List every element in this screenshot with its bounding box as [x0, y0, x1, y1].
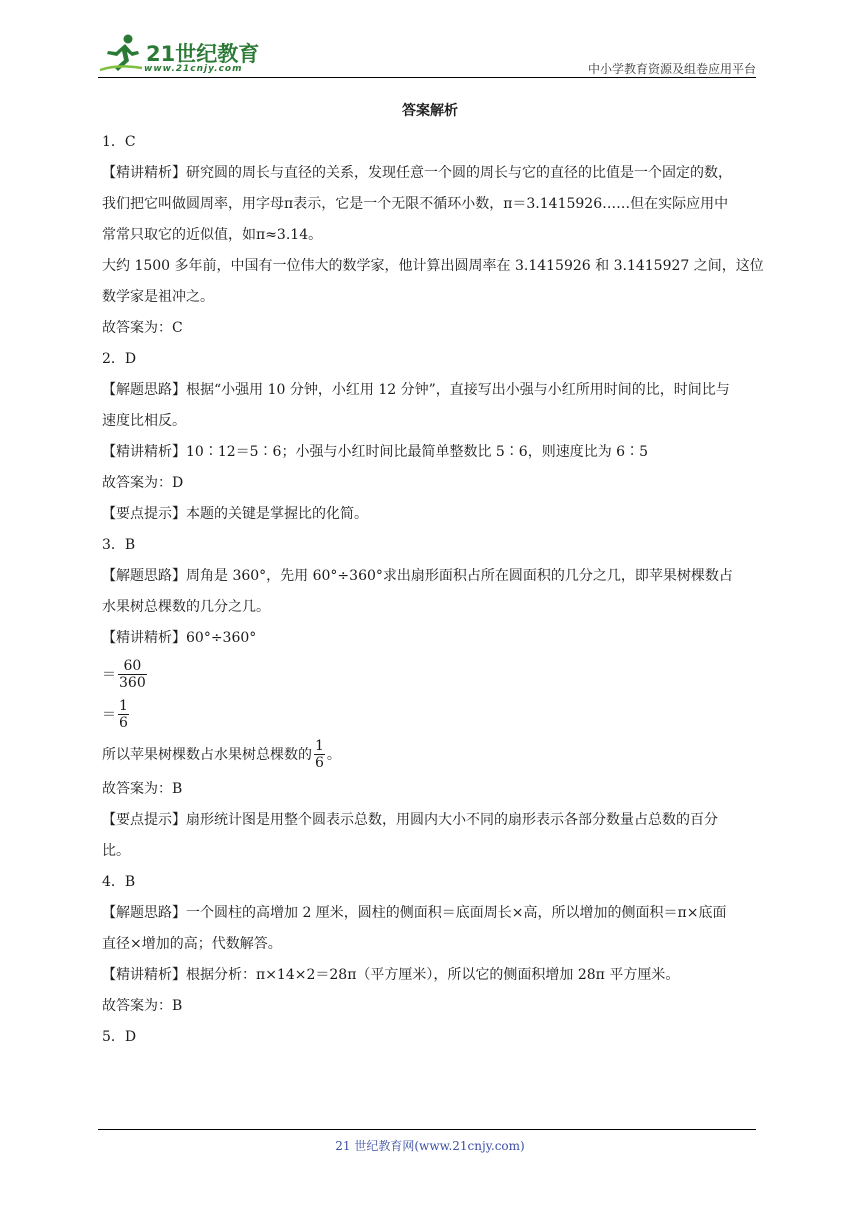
fraction [118, 658, 147, 691]
fraction-numerator: 60 [118, 658, 147, 675]
conclusion-text: 所以苹果树棵数占水果树总棵数的 [102, 747, 312, 763]
equals-sign: ＝ [102, 707, 116, 723]
fraction-denominator: 360 [119, 674, 146, 691]
fraction-numerator: 1 [119, 697, 128, 714]
header-tagline: 中小学教育资源及组卷应用平台 [587, 62, 756, 76]
text-line: 2．D [102, 351, 137, 367]
fraction-numerator: 1 [315, 737, 324, 754]
runner-logo-icon [98, 32, 144, 76]
text-line: 数学家是祖冲之。 [102, 289, 214, 305]
text-line: 3．B [102, 537, 136, 553]
text-line: 常常只取它的近似值，如π≈3.14。 [102, 227, 323, 243]
text-line: 大约 1500 多年前，中国有一位伟大的数学家，他计算出圆周率在 3.1415926 和 3.1415927 之间，这位 [102, 258, 764, 274]
answer-content [102, 127, 762, 1053]
page-footer: 21 世纪教育网(www.21cnjy.com) [335, 1139, 525, 1153]
text-line: 【解题思路】周角是 360°，先用 60°÷360°求出扇形面积占所在圆面积的几分之几，即苹果树棵数占 [102, 568, 733, 584]
fraction-denominator: 6 [119, 714, 128, 731]
text-line: 故答案为：C [102, 320, 183, 336]
text-line: 故答案为：B [102, 998, 183, 1014]
text-line: 【解题思路】根据“小强用 10 分钟，小红用 12 分钟”，直接写出小强与小红所用时间的比，时间比与 [102, 382, 730, 398]
text-line: 我们把它叫做圆周率，用字母π表示，它是一个无限不循环小数，π＝3.1415926……但在实际应用中 [102, 196, 729, 212]
equation-line [102, 694, 762, 734]
text-line: 5．D [102, 1029, 137, 1045]
text-line: 【要点提示】本题的关键是掌握比的化简。 [102, 506, 368, 522]
text-line: 4．B [102, 874, 136, 890]
text-line: 【精讲精析】60°÷360° [102, 630, 257, 646]
text-line: 【精讲精析】根据分析：π×14×2＝28π（平方厘米），所以它的侧面积增加 28π 平方厘米。 [102, 967, 680, 983]
text-line: 直径×增加的高；代数解答。 [102, 936, 282, 952]
text-line: 故答案为：B [102, 781, 183, 797]
period: 。 [326, 747, 341, 763]
fraction-denominator: 6 [315, 754, 324, 771]
text-line: 1．C [102, 134, 136, 150]
text-line: 【解题思路】一个圆柱的高增加 2 厘米，圆柱的侧面积＝底面周长×高，所以增加的侧面积＝π×底面 [102, 905, 727, 921]
logo-text: 21世纪教育 [146, 42, 260, 66]
text-line: 【精讲精析】研究圆的周长与直径的关系，发现任意一个圆的周长与它的直径的比值是一个固定的数， [102, 165, 732, 181]
footer-rule [98, 1129, 756, 1130]
logo-url: www.21cnjy.com [144, 64, 243, 74]
text-line: 比。 [102, 843, 130, 859]
fraction [314, 738, 325, 771]
page-header [98, 30, 756, 78]
text-line: 【精讲精析】10∶12＝5∶6；小强与小红时间比最简单整数比 5∶6，则速度比为 6∶5 [102, 444, 648, 460]
text-line: 故答案为：D [102, 475, 184, 491]
text-line: 速度比相反。 [102, 413, 186, 429]
fraction [118, 698, 129, 731]
equation-line [102, 654, 762, 694]
text-line: 【要点提示】扇形统计图是用整个圆表示总数，用圆内大小不同的扇形表示各部分数量占总数的百分 [102, 812, 718, 828]
text-line: 水果树总棵数的几分之几。 [102, 599, 270, 615]
conclusion-line [102, 734, 762, 774]
logo [98, 32, 258, 78]
equals-sign: ＝ [102, 667, 116, 683]
page-title: 答案解析 [402, 103, 458, 119]
header-rule [98, 77, 756, 78]
